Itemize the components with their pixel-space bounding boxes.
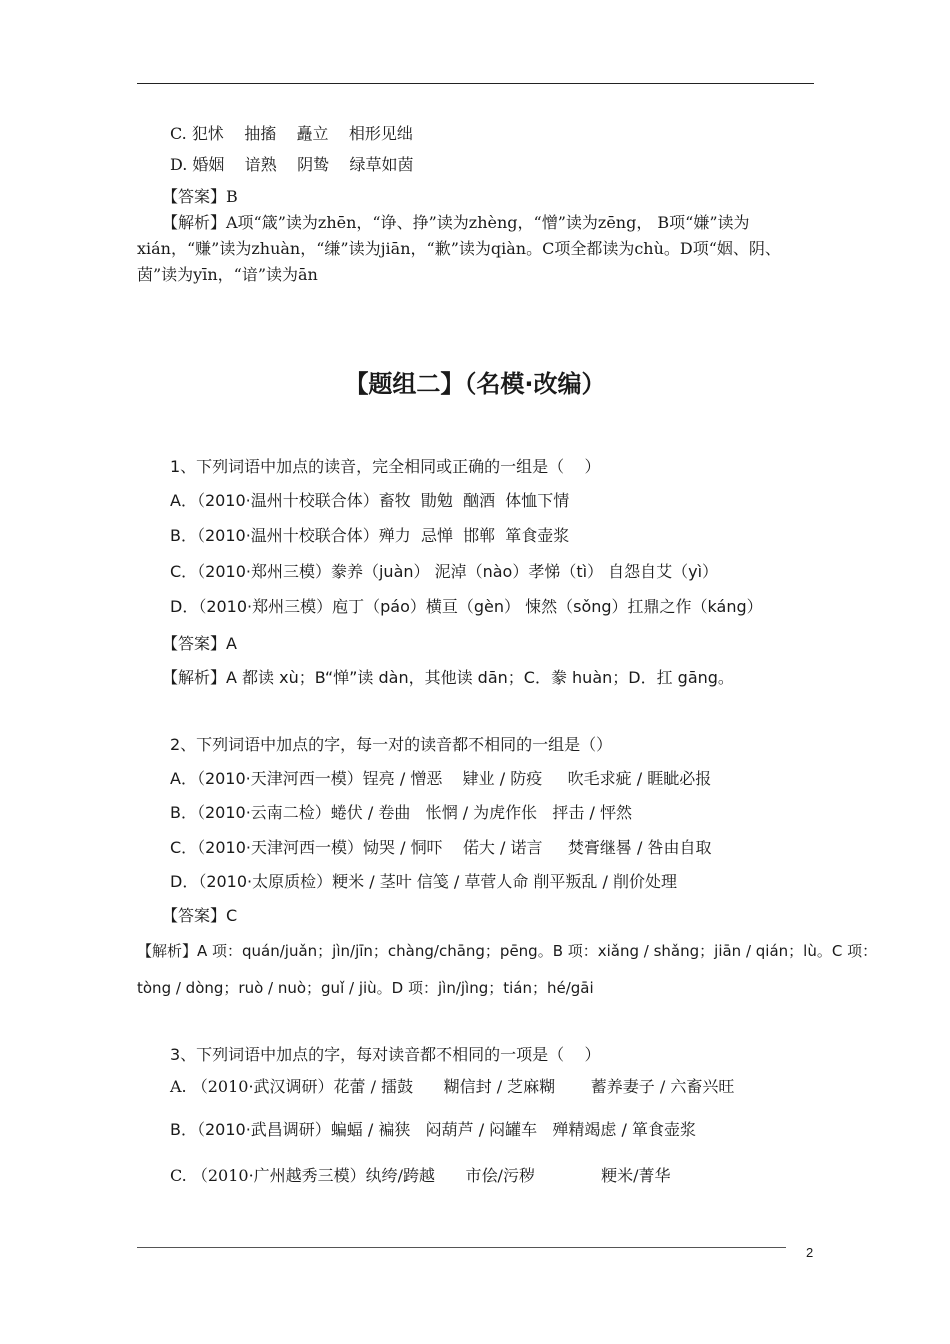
q-option-c: C. 犯怵 抽搐 矗立 相形见绌 <box>170 124 413 143</box>
header-rule <box>137 83 814 84</box>
q1-option-d: D．（2010·郑州三模）庖丁（páo）横亘（gèn） 悚然（sǒng）扛鼎之作（káng） <box>170 597 763 616</box>
q1-analysis: 【解析】A 都读 xù；B“惮”读 dàn，其他读 dān；C．豢 huàn；D．扛 gāng。 <box>162 668 734 687</box>
q1-option-c: C．（2010·郑州三模）豢养（juàn） 泥淖（nào）孝悌（tì） 自怨自艾（yì） <box>170 562 719 581</box>
section-heading: 【题组二】（名模·改编） <box>344 370 606 398</box>
q2-option-c: C．（2010·天津河西一模）恸哭 / 恫吓 偌大 / 诺言 焚膏继晷 / 咎由自取 <box>170 838 712 857</box>
analysis-line-2: xián，“赚”读为zhuàn，“缣”读为jiān，“歉”读为qiàn。C项全都读为chù。D项“姻、阴、 <box>137 239 781 258</box>
q2-option-b: B．（2010·云南二检）蜷伏 / 卷曲 怅惘 / 为虎作伥 抨击 / 怦然 <box>170 803 632 822</box>
q2-analysis-line-1: 【解析】A 项：quán/juǎn；jìn/jīn；chàng/chāng；pēng。B 项：xiǎng / shǎng；jiān / qián；lù。C 项： <box>137 942 878 960</box>
q1-answer: 【答案】A <box>162 634 237 653</box>
q2-analysis-line-2: tòng / dòng；ruò / nuò；guǐ / jiù。D 项：jìn/jìng；tián；hé/gāi <box>137 979 594 997</box>
analysis-line-3: 茵”读为yīn，“谙”读为ān <box>137 265 318 284</box>
q3-option-a: A. （2010·武汉调研）花蕾 / 擂鼓 糊信封 / 芝麻糊 蓄养妻子 / 六畜兴旺 <box>170 1077 735 1096</box>
q2-option-d: D．（2010·太原质检）粳米 / 茎叶 信笺 / 草菅人命 削平叛乱 / 削价处理 <box>170 872 677 891</box>
q2-stem: 2、下列词语中加点的字，每一对的读音都不相同的一组是（） <box>170 735 613 754</box>
page-number: 2 <box>806 1245 814 1260</box>
footer-rule <box>137 1247 786 1248</box>
answer-line: 【答案】B <box>162 187 238 206</box>
q3-option-c: C. （2010·广州越秀三模）纨绔/跨越 市侩/污秽 粳米/菁华 <box>170 1166 671 1185</box>
q3-option-b: B．（2010·武昌调研）蝙蝠 / 褊狭 闷葫芦 / 闷罐车 殚精竭虑 / 箪食壶浆 <box>170 1120 696 1139</box>
q2-option-a: A．（2010·天津河西一模）锃亮 / 憎恶 肄业 / 防疫 吹毛求疵 / 睚眦必报 <box>170 769 712 788</box>
q1-stem: 1、下列词语中加点的读音，完全相同或正确的一组是（ ） <box>170 457 601 476</box>
q1-option-a: A．（2010·温州十校联合体）畜牧 勖勉 酗酒 体恤下情 <box>170 491 570 510</box>
q3-stem: 3、下列词语中加点的字，每对读音都不相同的一项是（ ） <box>170 1045 601 1064</box>
analysis-line-1: 【解析】A项“箴”读为zhēn，“诤、挣”读为zhèng，“憎”读为zēng， B项“嫌”读为 <box>162 213 750 232</box>
q1-option-b: B．（2010·温州十校联合体）殚力 忌惮 邯郸 箪食壶浆 <box>170 526 570 545</box>
q-option-d: D. 婚姻 谙熟 阴鸷 绿草如茵 <box>170 155 414 174</box>
q2-answer: 【答案】C <box>162 906 238 925</box>
